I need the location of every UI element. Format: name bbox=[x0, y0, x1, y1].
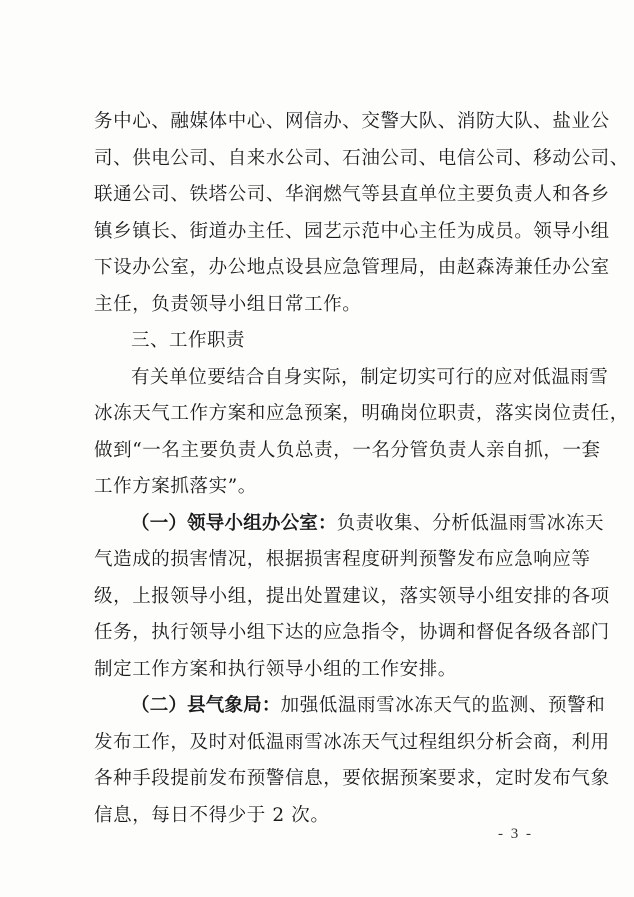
text-line: 有关单位要结合自身实际，制定切实可行的应对低温雨雪 bbox=[131, 366, 609, 388]
text-line bbox=[94, 506, 605, 543]
text-line: 镇乡镇长、街道办主任、园艺示范中心主任为成员。领导小组 bbox=[94, 220, 610, 242]
text-line: 任务，执行领导小组下达的应急指令，协调和督促各级各部门 bbox=[94, 622, 610, 643]
text-line bbox=[94, 688, 606, 725]
text-line: 制定工作方案和执行领导小组的工作安排。 bbox=[94, 658, 457, 680]
document-body bbox=[94, 104, 629, 834]
text-line: 工作方案抓落实”。 bbox=[94, 476, 257, 497]
text-line: 冰冻天气工作方案和应急预案，明确岗位职责，落实岗位责任， bbox=[94, 403, 629, 424]
text-line: 信息，每日不得少于 2 次。 bbox=[94, 804, 330, 826]
text-line: 联通公司、铁塔公司、华润燃气等县直单位主要负责人和各乡 bbox=[94, 184, 610, 205]
text-line: 下设办公室，办公地点设县应急管理局，由赵森涛兼任办公室 bbox=[94, 257, 610, 278]
text-line: 务中心、融媒体中心、网信办、交警大队、消防大队、盐业公 bbox=[94, 111, 610, 132]
page-number: - 3 - bbox=[498, 826, 533, 842]
item-meteorological-bureau bbox=[94, 688, 610, 834]
text-line: 做到“一名主要负责人负总责，一名分管负责人亲自抓，一套 bbox=[94, 439, 601, 461]
text-line: 司、供电公司、自来水公司、石油公司、电信公司、移动公司、 bbox=[94, 147, 629, 169]
item-text: 负责收集、分析低温雨雪冰冻天 bbox=[336, 512, 605, 534]
text-line: 气造成的损害情况，根据损害程度研判预警发布应急响应等 bbox=[94, 549, 591, 570]
paragraph-members bbox=[94, 104, 629, 323]
text-line: 各种手段提前发布预警信息，要依据预案要求，定时发布气象 bbox=[94, 768, 610, 789]
text-line: 级，上报领导小组，提出处置建议，落实领导小组安排的各项 bbox=[94, 585, 610, 607]
section-heading: 三、工作职责 bbox=[131, 330, 246, 351]
text-line: 主任，负责领导小组日常工作。 bbox=[94, 293, 362, 315]
text-line: 发布工作，及时对低温雨雪冰冻天气过程组织分析会商，利用 bbox=[94, 731, 610, 753]
item-text: 加强低温雨雪冰冻天气的监测、预警和 bbox=[280, 695, 606, 716]
item-label: （二）县气象局： bbox=[131, 695, 281, 716]
item-leading-office bbox=[94, 506, 610, 689]
paragraph-duties bbox=[94, 360, 629, 506]
item-label: （一）领导小组办公室： bbox=[131, 512, 337, 534]
